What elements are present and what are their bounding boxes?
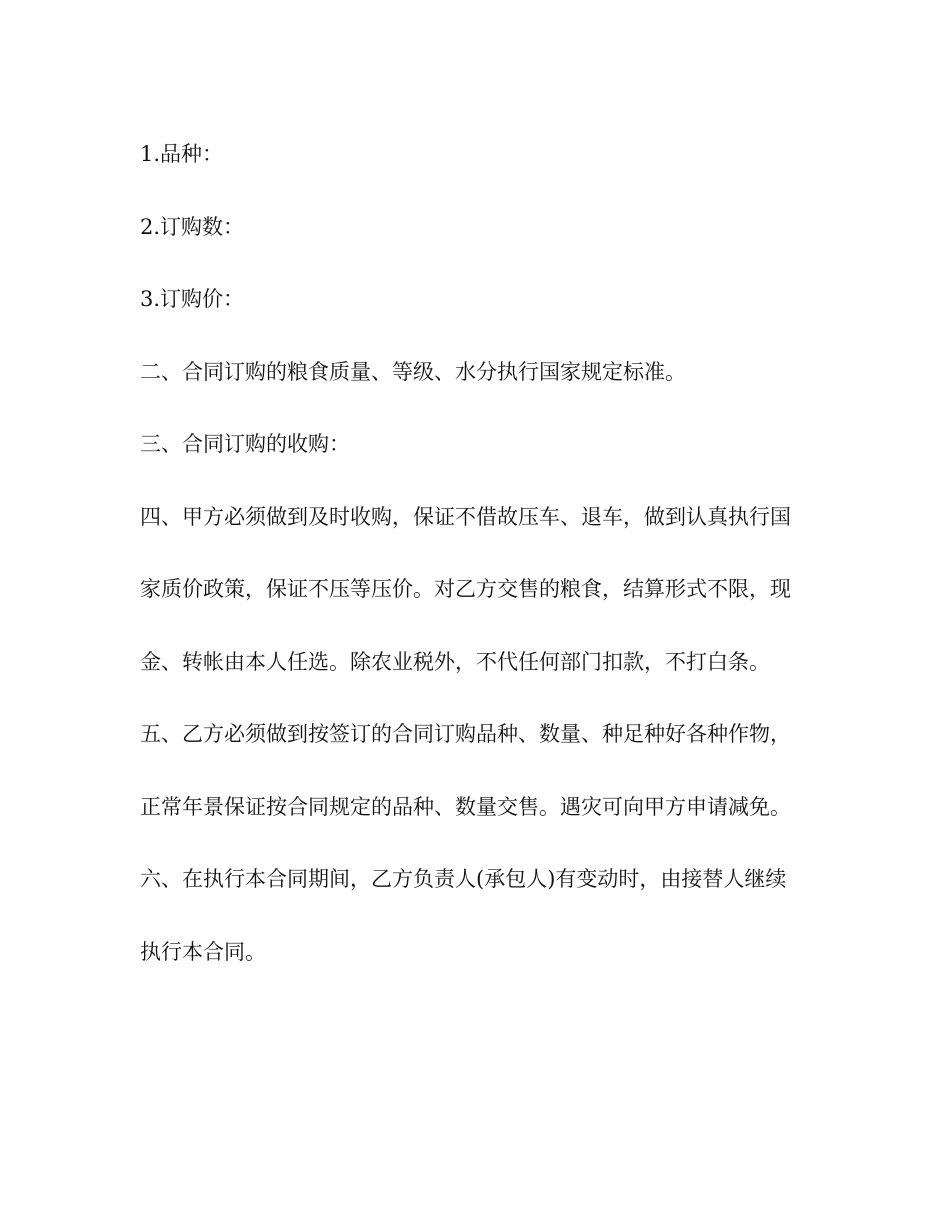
clause-five-party-b: 五、乙方必须做到按签订的合同订购品种、数量、种足种好各种作物，正常年景保证按合同规定的品种、数量交售。遇灾可向甲方申请减免。: [140, 722, 791, 819]
clause-six-successor: 六、在执行本合同期间，乙方负责人(承包人)有变动时，由接替人继续执行本合同。: [140, 867, 787, 964]
clause-two-quality: 二、合同订购的粮食质量、等级、水分执行国家规定标准。: [140, 359, 686, 384]
document-body: [140, 118, 800, 988]
item-variety: 1.品种：: [140, 142, 224, 166]
clause-three-purchase: 三、合同订购的收购：: [140, 432, 350, 456]
item-order-price: 3.订购价：: [140, 287, 245, 311]
item-order-quantity: 2.订购数：: [140, 214, 245, 239]
clause-four-party-a: 四、甲方必须做到及时收购，保证不借故压车、退车，做到认真执行国家质价政策，保证不压等压价。对乙方交售的粮食，结算形式不限，现金、转帐由本人任选。除农业税外，不代任何部门扣款，不打白条。: [140, 504, 791, 674]
